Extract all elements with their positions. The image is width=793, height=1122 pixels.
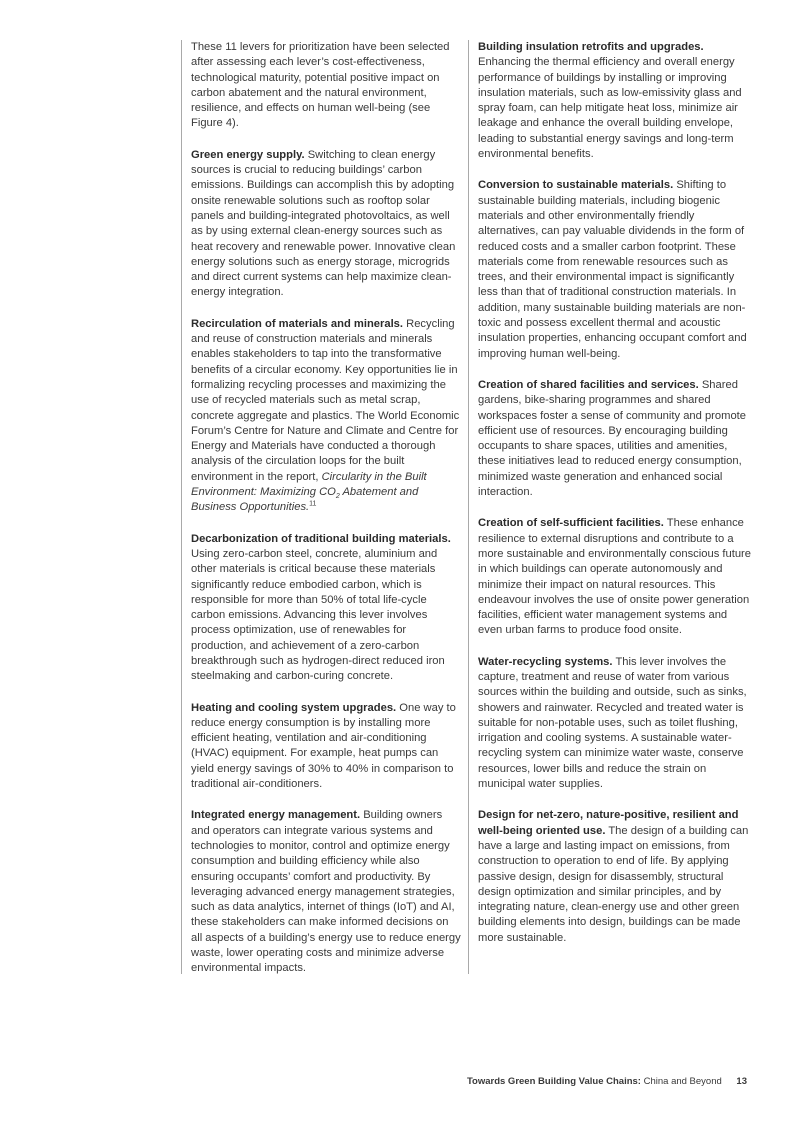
report-title-start: Circularity in the Built Environment: Maximizing CO: [191, 470, 427, 499]
right-column: [468, 40, 754, 974]
design-heading: Design for net-zero, nature-positive, resilient and well-being oriented use.: [478, 809, 739, 837]
heating-body: One way to reduce energy consumption is by installing more efficient heating, ventilation and air-conditioning (HVAC) equipment. For example, heat pumps can yield energy savings of 30% to 40% in comparison to traditional air-conditioners.: [191, 701, 456, 791]
heating-heading: Heating and cooling system upgrades.: [191, 701, 397, 714]
water-recycling-heading: Water-recycling systems.: [478, 655, 613, 668]
energy-management-heading: Integrated energy management.: [191, 809, 361, 822]
heating-paragraph: [191, 701, 461, 793]
intro-paragraph: [191, 40, 461, 132]
energy-management-paragraph: [191, 808, 461, 976]
footer-title-rest: China and Beyond: [643, 1076, 722, 1087]
design-paragraph: [478, 808, 754, 946]
energy-management-body: Building owners and operators can integrate various systems and technologies to monitor, control and optimize energy consumption and building efficiency while also ensuring occupants’ comfort and productivity. By leveraging advanced energy management strategies, such as data analytics, internet of things (IoT) and AI, these stakeholders can make informed decisions on all aspects of a building’s energy use to reduce energy waste, lower operating costs and minimize adverse environmental impacts.: [191, 809, 461, 975]
shared-facilities-heading: Creation of shared facilities and services.: [478, 378, 699, 391]
report-title-subscript: 2: [335, 493, 340, 501]
shared-facilities-paragraph: [478, 378, 754, 500]
sustainable-materials-heading: Conversion to sustainable materials.: [478, 179, 674, 192]
self-sufficient-heading: Creation of self-sufficient facilities.: [478, 517, 664, 530]
insulation-heading: Building insulation retrofits and upgrades.: [478, 41, 704, 53]
insulation-body: Enhancing the thermal efficiency and overall energy performance of buildings by installing or improving insulation materials, such as low-emissivity glass and spray foam, can help mitigate heat loss, minimize air leakage and enhance the overall building envelope, leading to substantial energy savings and long-term environmental benefits.: [478, 56, 742, 161]
self-sufficient-body: These enhance resilience to external disruptions and contribute to a more sustainable and environmentally conscious future in which buildings can operate autonomously and minimize their impact on natural resources. This endeavour involves the use of onsite power generation facilities, efficient water management systems and even urban farms to produce food onsite.: [478, 517, 752, 637]
footnote-marker: 11: [309, 500, 317, 508]
left-column: [181, 40, 461, 974]
page-number: 13: [736, 1076, 747, 1087]
decarbonization-paragraph: [191, 532, 461, 685]
recirculation-body: Recycling and reuse of construction materials and minerals enables stakeholders to tap into the transformative benefits of a circular economy. Key opportunities lie in formalizing recycling processes and maximizing the use of recycled materials such as metal scrap, concrete aggregate and plastics. The World Economic Forum’s Centre for Nature and Climate and Centre for Energy and Materials have conducted a thorough analysis of the circulation loops for the built environment in the report,: [191, 317, 460, 483]
recirculation-heading: Recirculation of materials and minerals.: [191, 317, 404, 330]
water-recycling-body: This lever involves the capture, treatment and reuse of water from various sources within the building and outside, such as sinks, showers and rainwater. Recycled and treated water is suitable for non-potable uses, such as toilet flushing, irrigation and cooling systems. A sustainable water-recycling system can minimize water waste, conserve resources, lower bills and reduce the strain on municipal water supplies.: [478, 655, 747, 791]
report-title-end: Abatement and Business Opportunities.: [191, 486, 419, 514]
sustainable-materials-paragraph: [478, 178, 754, 362]
insulation-paragraph: [478, 40, 754, 162]
footer-title-bold: Towards Green Building Value Chains:: [466, 1076, 641, 1087]
design-body: The design of a building can have a large and lasting impact on emissions, from construction to operation to end of life. By applying passive design, design for disassembly, structural design optimization and similar principles, and by integrating nature, clean-energy use and other green building elements into design, buildings can be made more sustainable.: [478, 824, 749, 944]
decarbonization-body: Using zero-carbon steel, concrete, aluminium and other materials is critical because these materials significantly reduce embodied carbon, which is responsible for more than 50% of total life-cycle carbon emissions. Advancing this lever involves process optimization, use of renewables for production, and achievement of a zero-carbon breakthrough such as hydrogen-direct reduced iron steelmaking and carbon-curing concrete.: [191, 547, 445, 683]
water-recycling-paragraph: [478, 655, 754, 793]
green-energy-body: Switching to clean energy sources is crucial to reducing buildings’ carbon emissions. Buildings can accomplish this by adopting onsite renewable solutions such as rooftop solar panels and building-integrated photovoltaics, as well as by using external clean-energy sources such as heat recovery and renewable power. Innovative clean energy solutions such as energy storage, microgrids and direct current systems can help maximize clean-energy integration.: [191, 148, 456, 299]
page-footer: [467, 1076, 747, 1087]
green-energy-paragraph: [191, 148, 461, 301]
decarbonization-heading: Decarbonization of traditional building materials.: [191, 532, 451, 545]
self-sufficient-paragraph: [478, 516, 754, 638]
green-energy-heading: Green energy supply.: [191, 148, 305, 161]
sustainable-materials-body: Shifting to sustainable building materials, including biogenic materials and other environmentally friendly alternatives, can pay valuable dividends in the form of reduced costs and a smaller carbon footprint. These materials come from renewable resources such as trees, and their environmental impact is significantly less than that of traditional construction materials. In addition, many sustainable building materials are non-toxic and possess excellent thermal and acoustic insulation properties, enhancing occupant comfort and improving human well-being.: [478, 179, 747, 360]
intro-text: These 11 levers for prioritization have been selected after assessing each lever’s cost-effectiveness, technological maturity, potential positive impact on carbon abatement and the natural environment, resilience, and effects on human well-being (see Figure 4).: [191, 41, 450, 130]
shared-facilities-body: Shared gardens, bike-sharing programmes and shared workspaces foster a sense of community and promote efficient use of resources. By encouraging building occupants to share spaces, utilities and amenities, these initiatives lead to reduced energy consumption, minimized waste generation and enhanced social interaction.: [478, 378, 747, 499]
recirculation-paragraph: [191, 317, 461, 516]
